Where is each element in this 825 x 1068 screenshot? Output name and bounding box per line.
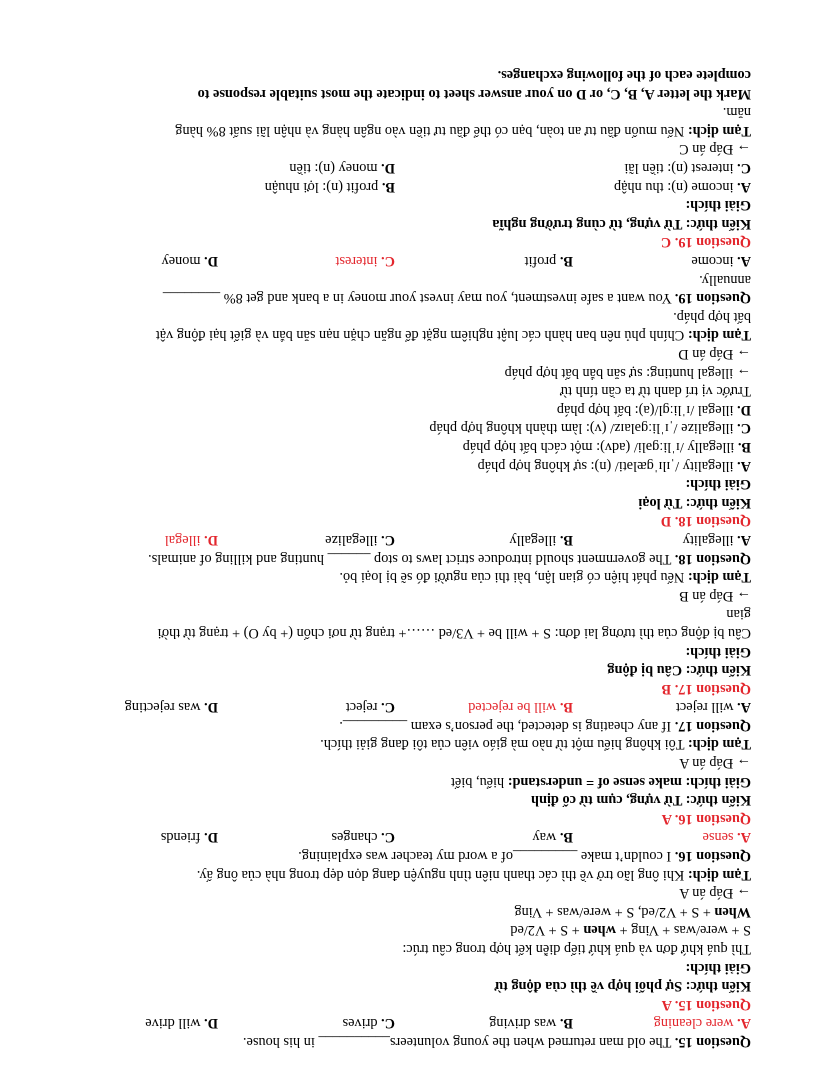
line-text: → Đáp án D [678,346,751,363]
bold-line [38,977,751,996]
text-line [38,103,751,122]
text-line [38,419,751,438]
bold-line [38,791,751,810]
text-run: Tạm dịch: [687,122,751,139]
bold-line [38,84,751,103]
option-letter: D. [204,1015,218,1032]
text-run: When [714,903,751,920]
answer-options [38,530,751,549]
question-text: The government should introduce strict laws to stop ______ hunting and killing of animals. [148,550,675,567]
text-line [38,921,751,940]
option-letter: A. [737,1015,751,1032]
text-line [38,772,751,791]
answer-heading [38,679,751,698]
vocab-pair [38,177,751,196]
option-b [468,698,573,717]
option-text: will be rejected [468,699,560,716]
text-run: illegality /ˌɪlɪˈɡæləti/ (n): sự không hợp pháp [477,457,738,474]
option-text: illegality [682,531,738,548]
answer-options [38,828,751,847]
text-run: B. [737,439,751,455]
option-letter: C. [381,829,395,846]
text-line [38,140,751,159]
option-a [691,251,751,270]
bold-line [38,661,751,680]
text-line [38,344,751,363]
option-text: changes [331,829,382,846]
bold-text: Mark the letter A, B, C, or D on your answer sheet to indicate the most suitable response to [197,85,751,102]
text-line [38,456,751,475]
option-letter: B. [559,829,573,846]
text-run: Tôi không hiểu một từ nào mà giáo viên của tôi đang giải thích. [320,736,688,753]
question-text: The old man returned when the young volunteers__________ in his house. [242,1034,675,1050]
option-a [676,698,751,717]
vocab-right [265,177,395,196]
text-run: illegalize /ˌɪˈliːɡəlaɪz/ (v): làm thành không hợp pháp [429,420,738,437]
option-c [331,828,395,847]
text-run: C. [737,160,751,177]
answer-heading [38,995,751,1014]
answer-options [38,698,751,717]
line-text: → Đáp án A [679,755,751,772]
vocab-right [289,159,395,178]
bold-text: Giải thích: [685,197,751,214]
option-letter: A. [737,253,751,270]
option-b [525,251,573,270]
bold-line [38,66,751,85]
option-text: reject [345,699,382,716]
bold-text: Giải thích: [685,643,751,660]
answer-options [38,251,751,270]
text-run: D. [737,401,751,418]
line-text: Câu bị động của thì tương lai đơn: S + will be + V3/ed ……+ trạng từ nơi chốn (+ by O) + trạng từ thời [157,624,751,641]
text-run: + S + V2/ed [510,922,584,939]
question-number: Question 15. [674,1034,751,1050]
text-run: money (n): tiền [289,160,382,177]
text-run: C. [737,420,751,437]
text-run: Tạm dịch: [687,866,751,883]
option-text: illegally [509,531,560,548]
option-letter: B. [559,699,573,716]
option-text: were cleaning [653,1015,738,1032]
text-run: illegally /ɪˈliːɡəli/ (adv): một cách bất hợp pháp [462,439,738,455]
option-b [532,828,573,847]
option-text: drives [342,1015,382,1032]
option-d [165,530,218,549]
question-line [38,289,751,308]
option-text: income [691,253,738,270]
text-run: hiểu, biết [450,773,508,790]
bold-text: Kiến thức: Từ loại [638,494,751,511]
text-line [38,326,751,345]
option-d [125,698,218,717]
option-letter: B. [559,253,573,270]
bold-line [38,196,751,215]
line-text: bất hợp pháp. [673,308,751,325]
option-a [683,530,751,549]
option-letter: D. [204,531,218,548]
option-text: sense [702,829,738,846]
text-run: Tạm dịch: [687,736,751,753]
text-line [38,605,751,624]
option-c [343,1014,395,1033]
bold-text: Giải thích: [685,476,751,493]
bold-text: Kiến thức: Sự phối hợp về thì của động từ [494,978,751,995]
option-b [509,530,573,549]
line-text: gian [726,606,751,623]
answer-heading [38,233,751,252]
text-run: A. [737,457,751,474]
text-run: interest (n): tiền lãi [624,160,738,177]
question-line [38,549,751,568]
option-letter: B. [559,531,573,548]
option-d [162,251,218,270]
bold-text: complete each of the following exchanges. [497,67,751,84]
text-line [38,939,751,958]
answer-heading [38,512,751,531]
question-text: I couldn’t make _________of a word my teacher was explaining. [298,848,675,865]
text-line [38,437,751,456]
bold-line [38,642,751,661]
option-letter: D. [204,253,218,270]
text-line [38,382,751,401]
bold-text: Giải thích: [685,959,751,976]
option-letter: C. [381,253,395,270]
option-text: illegalize [325,531,382,548]
text-run: illegal /ɪˈliːɡl/(a): bất hợp pháp [556,401,738,418]
text-run: Tạm dịch: [687,327,751,344]
option-text: profit [524,253,560,270]
option-letter: A. [737,699,751,716]
text-run: + S + V2/ed, S + were/was + Ving [514,903,715,920]
option-text: illegal [164,531,205,548]
option-text: will reject [675,699,738,716]
option-letter: C. [381,531,395,548]
answer-key: Question 18. D [660,513,751,530]
line-text: annually. [699,271,751,288]
option-a [703,828,751,847]
option-d [145,1014,218,1033]
line-text: → illegal hunting: sự săn bắn bất hợp pháp [504,364,751,381]
answer-key: Question 15. A [661,996,751,1013]
answer-heading [38,809,751,828]
text-line [38,121,751,140]
answer-key: Question 17. B [661,680,751,697]
text-run: Chính phủ nên ban hành các luật nghiêm ngặt để ngăn chặn nạn săn bắn và giết hại động vật [155,327,688,344]
text-line [38,623,751,642]
text-run: Nếu phát hiện có gian lận, bài thi của người đó sẽ bị loại bỏ. [339,569,688,586]
option-c [335,251,395,270]
text-line [38,884,751,903]
question-number: Question 19. [674,290,751,307]
bold-text: Kiến thức: Từ vựng, từ cùng trường nghĩa [492,215,751,232]
vocab-pair [38,159,751,178]
text-run: when [583,922,616,939]
text-run: profit (n): lợi nhuận [264,178,382,195]
text-line [38,307,751,326]
bold-line [38,475,751,494]
text-run: B. [381,178,395,195]
option-letter: B. [559,1015,573,1032]
text-line [38,400,751,419]
line-text: Thì quá khứ đơn và quá khứ tiếp diễn kết hợp trong câu trúc: [402,941,751,958]
text-line [38,586,751,605]
question-number: Question 18. [674,550,751,567]
vocab-left [614,177,751,196]
option-text: will drive [145,1015,205,1032]
option-letter: D. [204,829,218,846]
text-run: S + were/was + Ving + [615,922,751,939]
text-line [38,568,751,587]
answer-key: Question 19. C [660,234,751,251]
bold-text: Kiến thức: Câu bị động [607,662,751,679]
option-text: friends [160,829,205,846]
option-d [161,828,218,847]
option-text: was driving [489,1015,560,1032]
line-text: → Đáp án B [679,587,751,604]
question-line [38,716,751,735]
option-c [325,530,395,549]
text-run: Khi ông lão trở về thì các thanh niên tình nguyện đang dọn dẹp trong nhà của ông ấy. [196,866,688,883]
answer-options [38,1014,751,1033]
bold-line [38,214,751,233]
text-run: income (n): thu nhập [614,178,738,195]
text-run: Giải thích: make sense of = understand: [507,773,751,790]
option-letter: D. [204,699,218,716]
vocab-left [624,159,751,178]
question-text: You want a safe investment, you may invest your money in a bank and get 8% ________ [162,290,675,307]
question-number: Question 16. [674,848,751,865]
bold-line [38,493,751,512]
line-text: → Đáp án C [679,141,751,158]
bold-line [38,958,751,977]
text-run: A. [737,178,751,195]
option-letter: A. [737,531,751,548]
text-line [38,865,751,884]
bold-text: Kiến thức: Từ vựng, cụm từ cố định [531,792,751,809]
answer-key: Question 16. A [661,810,751,827]
question-text: If any cheating is detected, the person’s exam _________. [339,717,675,734]
option-letter: C. [381,699,395,716]
option-a [654,1014,751,1033]
option-text: interest [335,253,382,270]
option-text: money [161,253,205,270]
option-b [489,1014,573,1033]
text-line [38,363,751,382]
option-c [346,698,395,717]
text-run: Tạm dịch: [687,569,751,586]
line-text: → Đáp án A [679,885,751,902]
option-letter: C. [381,1015,395,1032]
option-letter: A. [737,829,751,846]
text-line [38,270,751,289]
question-number: Question 17. [674,717,751,734]
question-line [38,846,751,865]
option-text: was rejecting [124,699,205,716]
option-text: way [532,829,560,846]
line-text: năm. [722,104,751,121]
line-text: Trước vị trí danh từ ta cần tính từ [560,383,751,400]
question-line [38,1032,751,1051]
text-line [38,902,751,921]
text-line [38,754,751,773]
text-line [38,735,751,754]
text-run: Nếu muốn đầu tư an toàn, bạn có thể đầu tư tiền vào ngân hàng và nhận lãi suất 8% hàng [175,122,688,139]
text-run: D. [381,160,395,177]
